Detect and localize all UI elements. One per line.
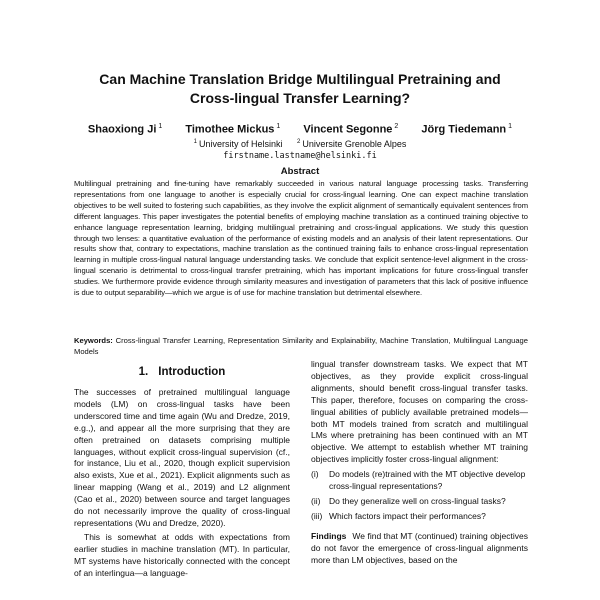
research-question: (iii) Which factors impact their performances? (311, 510, 486, 521)
author-1: Shaoxiong Ji $^1$ (87, 123, 163, 136)
findings-text: We find that MT (continued) training objectives do not favor the emergence of cross-lingual alignments more than LM objectives, based on the (311, 530, 528, 565)
findings-paragraph (311, 531, 528, 567)
keywords-label: Keywords: (74, 336, 113, 345)
right-paragraph-1: lingual transfer downstream tasks. We expect that MT objectives, as they provide explicit cross-lingual alignments, should benefit cross-lingual transfer tasks. This paper, therefore, focuses on comparing the cross-lingual abilities of publicly available pretrained models—both MT models trained from scratch and multilingual LMs where pretraining has been continued with an MT objective. We attempt to establish whether MT training objectives implicitly foster cross-lingual alignment: (311, 359, 528, 465)
keywords-text: Cross-lingual Transfer Learning, Representation Similarity and Explainability, Machine Translation, Multilingual Language Models (74, 336, 528, 356)
right-column (311, 359, 528, 567)
paper-title (40, 70, 560, 108)
author-2: Timothee Mickus $^1$ (185, 123, 281, 136)
section-heading-introduction (74, 366, 290, 378)
left-column (74, 366, 290, 580)
intro-paragraph-1: The successes of pretrained multilingual language models (LM) on cross-lingual tasks have been underscored time and time again (Wu and Dredze, 2019, e.g.,), and appear all the more surprising that they are often pretrained on datasets comprising multiple languages, without explicit cross-lingual supervision (cf., for instance, Liu et al., 2020, though explicit supervision also exists, Xue et al., 2021). Explicit alignments such as linear mapping (Wang et al., 2019) and L2 alignment (Cao et al., 2020) between source and target languages do not necessarily improve the quality of cross-lingual representations (Wu and Dredze, 2020). (74, 387, 290, 528)
section-title: Introduction (158, 366, 226, 378)
intro-paragraph-2: This is somewhat at odds with expectations from earlier studies in machine translation (MT). In particular, MT systems have historically connected with the concept of an interlingua—a language- (74, 531, 290, 578)
author-4: Jörg Tiedemann $^1$ (421, 123, 513, 136)
affiliations (40, 139, 560, 149)
affiliation-2: $^2$ Universite Grenoble Alpes (296, 139, 407, 149)
findings-label: Findings (311, 530, 347, 541)
author-3: Vincent Segonne $^2$ (303, 123, 399, 136)
research-questions (311, 469, 528, 523)
author-email: firstname.lastname@helsinki.fi (223, 151, 377, 161)
author-list (40, 123, 560, 136)
section-number: 1. (138, 366, 149, 378)
title-line-1: Can Machine Translation Bridge Multilingual Pretraining and (99, 71, 501, 87)
abstract-body: Multilingual pretraining and fine-tuning have remarkably succeeded in various natural language processing tasks. Transferring representations from one language to another is especially crucial for cross-lingual learning. One can expect machine translation objectives to be well suited to fostering such capabilities, as they involve the explicit alignment of semantically equivalent sentences from different languages. This paper investigates the potential benefits of employing machine translation as a continued training objective to enhance language representation learning, bridging multilingual pretraining and cross-lingual applications. We study this question through two lenses: a quantitative evaluation of the performance of existing models and an analysis of their latent representations. Our results show that, contrary to expectations, machine translation as the continued training fails to enhance cross-lingual representation learning in multiple cross-lingual natural language understanding tasks. We conclude that explicit sentence-level alignment in the cross-lingual scenario is detrimental to cross-lingual transfer pretraining, which has important implications for future cross-lingual transfer studies. We furthermore provide evidence through similarity measures and investigation of parameters that this lack of positive influence is due to output separability—which we argue is of use for machine translation but detrimental elsewhere. (74, 179, 528, 298)
abstract-heading: Abstract (280, 166, 320, 177)
affiliation-1: $^1$ University of Helsinki (193, 139, 283, 149)
research-question: (ii) Do they generalize well on cross-lingual tasks? (311, 495, 506, 506)
keywords (74, 336, 528, 358)
research-question: (i) Do models (re)trained with the MT objective develop cross-lingual representations? (311, 469, 526, 492)
title-line-2: Cross-lingual Transfer Learning? (189, 90, 411, 106)
